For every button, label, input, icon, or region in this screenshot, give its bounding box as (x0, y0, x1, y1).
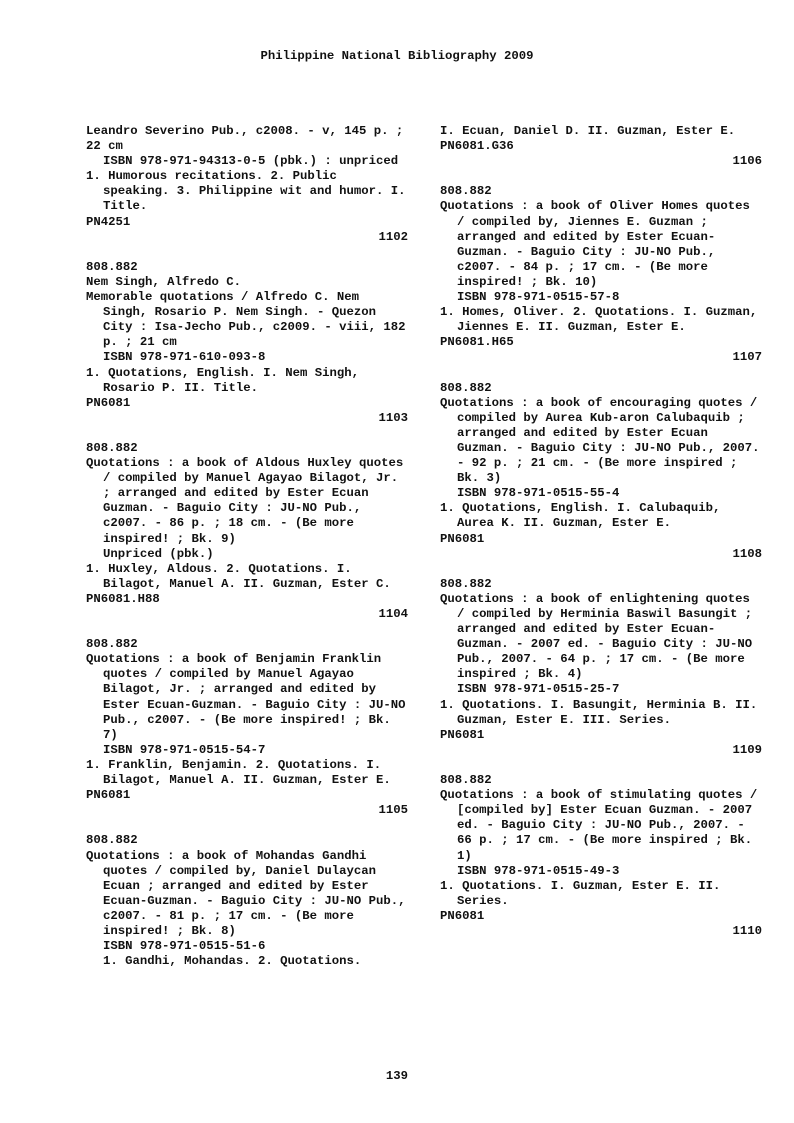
bibliography-entry (86, 637, 408, 818)
entry-subjects: 1. Quotations, English. I. Calubaquib, Aurea K. II. Guzman, Ester E. (440, 501, 721, 531)
entry-subjects: 1. Franklin, Benjamin. 2. Quotations. I. Bilagot, Manuel A. II. Guzman, Ester E. (86, 757, 391, 788)
entry-subjects: 1. Homes, Oliver. 2. Quotations. I. Guzman, Jiennes E. II. Guzman, Ester E. (440, 305, 758, 335)
entry-isbn: ISBN 978-971-94313-0-5 (pbk.) : unpriced (103, 154, 399, 169)
entry-class-number: 808.882 (440, 184, 492, 199)
entry-title-statement: Quotations : a book of stimulating quotes / [compiled by] Ester Ecuan Guzman. - 2007 ed. - Baguio City : JU-NO Pub., 2007. - 66 p. ; 17 cm. - (Be more inspired ; Bk. 1) (440, 788, 758, 863)
bibliography-entry (440, 577, 762, 758)
entry-isbn: ISBN 978-971-0515-57-8 (457, 290, 620, 305)
entry-subjects: 1. Quotations. I. Guzman, Ester E. II. Series. (440, 878, 721, 908)
entry-number: 1108 (732, 546, 762, 561)
entry-isbn: ISBN 978-971-0515-51-6 (103, 939, 266, 954)
entry-call-number: PN6081.H88 (86, 591, 160, 606)
entry-class-number: 808.882 (440, 576, 492, 591)
entry-title-statement: Quotations : a book of enlightening quotes / compiled by Herminia Baswil Basungit ; arranged and edited by Ester Ecuan-Guzman. - 2007 ed. - Baguio City : JU-NO Pub., 2007. - 64 p. ; 17 cm. - (Be more inspired ; Bk. 4) (440, 591, 753, 682)
entry-call-number: PN6081.H65 (440, 335, 514, 350)
bibliography-entry (440, 184, 762, 365)
entry-number: 1105 (378, 803, 408, 818)
page-number: 139 (385, 1069, 409, 1083)
entry-call-number: PN6081 (440, 531, 485, 546)
entry-class-number: 808.882 (86, 833, 138, 848)
entry-isbn: ISBN 978-971-0515-25-7 (457, 682, 620, 697)
entry-number: 1109 (732, 742, 762, 757)
entry-class-number: 808.882 (86, 440, 138, 455)
entry-title-statement: Quotations : a book of Oliver Homes quotes / compiled by, Jiennes E. Guzman ; arranged and edited by Ester Ecuan-Guzman. - Baguio City : JU-NO Pub., c2007. - 84 p. ; 17 cm. - (Be more inspired! ; Bk. 10) (440, 199, 750, 289)
entry-number: 1107 (732, 350, 762, 365)
entry-number: 1106 (732, 154, 762, 169)
entry-class-number: 808.882 (86, 637, 138, 652)
entry-isbn: Unpriced (pbk.) (103, 546, 214, 561)
entry-isbn: ISBN 978-971-0515-55-4 (457, 486, 620, 501)
bibliography-entry (440, 124, 762, 169)
bibliography-entry (86, 833, 408, 969)
entry-title-statement: Quotations : a book of encouraging quotes / compiled by Aurea Kub-aron Calubaquib ; arranged and edited by Ester Ecuan Guzman. - Baguio City : JU-NO Pub., 2007. - 92 p. ; 21 cm. - (Be more inspired ; Bk. 3) (440, 395, 760, 486)
entry-number: 1110 (732, 923, 762, 938)
entry-subjects: 1. Quotations. I. Basungit, Herminia B. II. Guzman, Ester E. III. Series. (440, 697, 758, 727)
entry-class-number: 808.882 (86, 259, 138, 274)
entry-call-number: PN6081 (440, 908, 485, 923)
entry-isbn: ISBN 978-971-0515-49-3 (457, 863, 620, 878)
entry-call-number: PN4251 (86, 214, 131, 229)
bibliography-entry (440, 381, 762, 562)
entry-number: 1102 (378, 229, 408, 244)
entry-title-statement: Memorable quotations / Alfredo C. Nem Singh, Rosario P. Nem Singh. - Quezon City : Isa-Jecho Pub., c2009. - viii, 182 p. ; 21 cm (86, 290, 406, 350)
bibliography-entry (86, 124, 408, 245)
entry-number: 1103 (378, 410, 408, 425)
entry-continuation-text: I. Ecuan, Daniel D. II. Guzman, Ester E. (440, 124, 736, 138)
entry-title-statement: Quotations : a book of Benjamin Franklin quotes / compiled by Manuel Agayao Bilagot, Jr. ; arranged and edited by Ester Ecuan-Guzman. - Baguio City : JU-NO Pub., c2007. - (Be more inspired! ; Bk. 7) (86, 652, 406, 742)
page-header: Philippine National Bibliography 2009 (260, 49, 534, 63)
entry-class-number: 808.882 (440, 773, 492, 788)
entry-call-number: PN6081 (86, 395, 131, 410)
entry-isbn: ISBN 978-971-0515-54-7 (103, 742, 266, 757)
entry-class-number: 808.882 (440, 380, 492, 395)
entry-subjects: 1. Huxley, Aldous. 2. Quotations. I. Bilagot, Manuel A. II. Guzman, Ester C. (86, 561, 391, 591)
entry-number: 1104 (378, 607, 408, 621)
entry-title-statement: Quotations : a book of Mohandas Gandhi quotes / compiled by, Daniel Dulaycan Ecuan ; arranged and edited by Ester Ecuan-Guzman. - Baguio City : JU-NO Pub., c2007. - 81 p. ; 17 cm. - (Be more inspired! ; Bk. 8) (86, 848, 406, 938)
entry-isbn: ISBN 978-971-610-093-8 (103, 350, 266, 365)
entry-continuation-text: Leandro Severino Pub., c2008. - v, 145 p. ; 22 cm (86, 124, 404, 154)
bibliography-entry (86, 441, 408, 622)
entry-subjects: 1. Gandhi, Mohandas. 2. Quotations. (103, 954, 362, 969)
left-column (86, 124, 408, 969)
entry-subjects: 1. Quotations, English. I. Nem Singh, Rosario P. II. Title. (86, 365, 360, 395)
entry-call-number: PN6081.G36 (440, 139, 514, 154)
entry-title-statement: Quotations : a book of Aldous Huxley quotes / compiled by Manuel Agayao Bilagot, Jr. ; arranged and edited by Ester Ecuan Guzman. - Baguio City : JU-NO Pub., c2007. - 86 p. ; 18 cm. - (Be more inspired! ; Bk. 9) (86, 456, 404, 546)
entry-call-number: PN6081 (440, 727, 485, 742)
bibliography-entry (440, 773, 762, 939)
bibliography-entry (86, 260, 408, 426)
entry-call-number: PN6081 (86, 788, 131, 803)
entry-subjects: 1. Humorous recitations. 2. Public speaking. 3. Philippine wit and humor. I. Title. (86, 169, 406, 214)
right-column (440, 124, 762, 954)
entry-author: Nem Singh, Alfredo C. (86, 274, 241, 289)
